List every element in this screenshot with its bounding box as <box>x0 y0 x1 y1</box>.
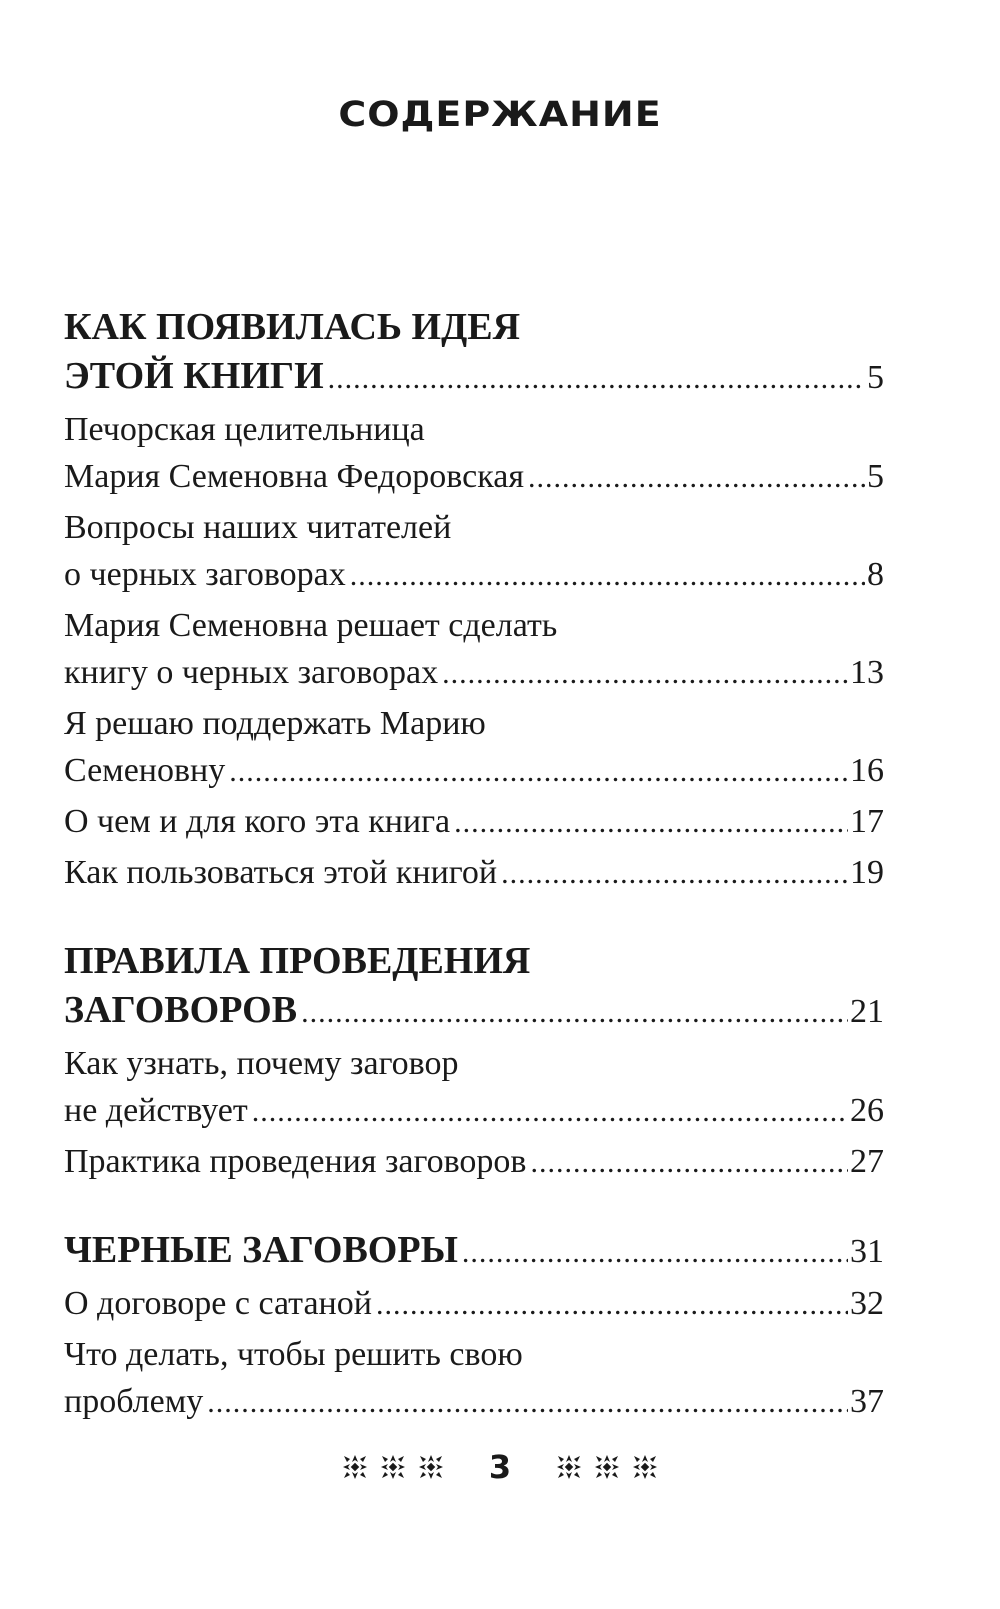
dot-leader <box>501 850 848 897</box>
toc-entry-title: Семеновну <box>64 752 226 789</box>
toc-entry <box>64 1138 884 1186</box>
toc-entry <box>64 849 884 897</box>
toc-section-heading <box>64 937 884 1037</box>
toc-section-heading <box>64 303 884 403</box>
toc-entry-title: ЧЕРНЫЕ ЗАГОВОРЫ <box>64 1229 458 1271</box>
toc-entry-last-line <box>64 986 884 1037</box>
ornament-icon <box>417 1453 445 1481</box>
dot-leader <box>442 650 848 697</box>
toc-entry-title: ЭТОЙ КНИГИ <box>64 355 324 397</box>
toc-entry-last-line <box>64 649 884 697</box>
toc-page-number: 31 <box>850 1233 884 1270</box>
toc-entry-last-line <box>64 1280 884 1328</box>
toc-entry-last-line <box>64 1087 884 1135</box>
toc-entry-title-line: Что делать, чтобы решить свою <box>64 1336 523 1373</box>
toc-page-number: 8 <box>867 556 884 593</box>
ornament-icon <box>555 1453 583 1481</box>
toc-section <box>64 303 884 897</box>
page-footer <box>0 1448 1000 1486</box>
toc-entry-last-line <box>64 747 884 795</box>
toc-entry <box>64 1331 884 1426</box>
toc-page-number: 37 <box>850 1383 884 1420</box>
dot-leader <box>530 1139 848 1186</box>
toc-page-number: 5 <box>867 359 884 396</box>
dot-leader <box>528 454 865 501</box>
toc-page-number: 16 <box>850 752 884 789</box>
toc-entry <box>64 1040 884 1135</box>
dot-leader <box>454 799 848 846</box>
dot-leader <box>301 988 848 1037</box>
dot-leader <box>229 748 848 795</box>
toc-page-number: 19 <box>850 854 884 891</box>
toc-page-number: 32 <box>850 1285 884 1322</box>
toc-entry <box>64 504 884 599</box>
ornament-icon <box>379 1453 407 1481</box>
toc-entry-last-line <box>64 849 884 897</box>
toc-entry <box>64 1280 884 1328</box>
page-number: 3 <box>488 1448 512 1486</box>
ornament-icon <box>593 1453 621 1481</box>
toc-entry <box>64 602 884 697</box>
page-title: СОДЕРЖАНИЕ <box>338 93 662 135</box>
toc-entry-last-line <box>64 551 884 599</box>
toc-page-number: 27 <box>850 1143 884 1180</box>
toc-entry-title: ЗАГОВОРОВ <box>64 989 298 1031</box>
toc-entry-title: проблему <box>64 1383 204 1420</box>
toc-entry-last-line <box>64 1378 884 1426</box>
toc-entry-title: о черных заговорах <box>64 556 346 593</box>
toc-entry-title-line: КАК ПОЯВИЛАСЬ ИДЕЯ <box>64 306 521 348</box>
toc-entry-title: О договоре с сатаной <box>64 1285 372 1322</box>
toc-entry-title-line: Вопросы наших читателей <box>64 509 452 546</box>
toc-entry-last-line <box>64 1226 884 1277</box>
toc-entry-last-line <box>64 798 884 846</box>
dot-leader <box>350 552 865 599</box>
toc-entry-last-line <box>64 453 884 501</box>
dot-leader <box>376 1281 848 1328</box>
toc-page-number: 5 <box>867 458 884 495</box>
toc-section-heading <box>64 1226 884 1277</box>
dot-leader <box>462 1228 848 1277</box>
toc-entry-title-line: ПРАВИЛА ПРОВЕДЕНИЯ <box>64 940 531 982</box>
toc-entry-last-line <box>64 352 884 403</box>
toc-section <box>64 937 884 1186</box>
dot-leader <box>328 354 865 403</box>
toc-entry-title-line: Я решаю поддержать Марию <box>64 705 486 742</box>
dot-leader <box>252 1088 848 1135</box>
dot-leader <box>207 1379 848 1426</box>
toc-entry-title-line: Мария Семеновна решает сделать <box>64 607 558 644</box>
toc-entry <box>64 798 884 846</box>
toc-entry-title: Практика проведения заговоров <box>64 1143 527 1180</box>
toc-entry-title-line: Печорская целительница <box>64 411 425 448</box>
toc-entry-title: Как пользоваться этой книгой <box>64 854 498 891</box>
toc-page-number: 13 <box>850 654 884 691</box>
toc-section <box>64 1226 884 1426</box>
ornament-icon <box>631 1453 659 1481</box>
ornament-icon <box>341 1453 369 1481</box>
toc-page-number: 21 <box>850 993 884 1030</box>
toc-page-number: 17 <box>850 803 884 840</box>
toc-page-number: 26 <box>850 1092 884 1129</box>
table-of-contents <box>64 303 884 1429</box>
toc-entry-title: Мария Семеновна Федоровская <box>64 458 524 495</box>
toc-entry-last-line <box>64 1138 884 1186</box>
toc-entry-title: О чем и для кого эта книга <box>64 803 451 840</box>
toc-entry-title-line: Как узнать, почему заговор <box>64 1045 459 1082</box>
toc-entry <box>64 406 884 501</box>
toc-entry-title: не действует <box>64 1092 248 1129</box>
toc-entry-title: книгу о черных заговорах <box>64 654 439 691</box>
toc-entry <box>64 700 884 795</box>
